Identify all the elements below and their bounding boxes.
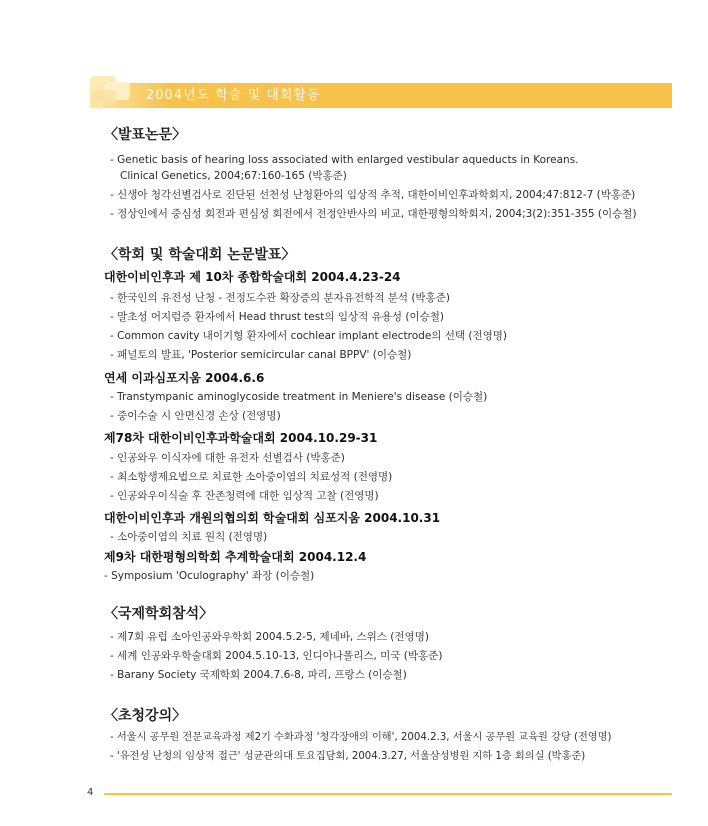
conference-heading: 연세 이과심포지움 2004.6.6 xyxy=(104,371,265,385)
header-title: 2004년도 학술 및 대회활동 xyxy=(146,88,321,103)
list-item: - 중이수술 시 안면신경 손상 (전영명) xyxy=(110,410,281,422)
conference-heading: 대한이비인후과 제 10차 종합학술대회 2004.4.23-24 xyxy=(104,270,401,284)
conference-heading: 제9차 대한평형의학회 추계학술대회 2004.12.4 xyxy=(104,550,367,564)
section-title-international-conferences: 〈국제학회참석〉 xyxy=(104,606,214,622)
list-item: - Symposium 'Oculography' 좌장 (이승철) xyxy=(104,570,315,582)
list-item: - 신생아 청각선별검사로 진단된 선천성 난청환아의 임상적 추적, 대한이비인후과학회지, 2004;47:812-7 (박홍준) xyxy=(110,189,636,201)
conference-heading: 대한이비인후과 개원의협의회 학술대회 심포지움 2004.10.31 xyxy=(104,511,441,525)
list-item: - 서울시 공무원 전문교육과정 제2기 수화과정 '청각장애의 이해', 2004.2.3, 서울시 공무원 교육원 강당 (전영명) xyxy=(110,732,612,743)
list-item: - 말초성 어지럼증 환자에서 Head thrust test의 임상적 유용성 (이승철) xyxy=(110,311,444,323)
list-item: - 인공와우이식술 후 잔존청력에 대한 임상적 고찰 (전영명) xyxy=(110,490,379,502)
conference-heading: 제78차 대한이비인후과학술대회 2004.10.29-31 xyxy=(104,431,378,445)
speech-bubble-decoration-icon xyxy=(88,72,140,112)
list-item: - Barany Society 국제학회 2004.7.6-8, 파리, 프랑스 (이승철) xyxy=(110,669,407,681)
list-item: - Transtympanic aminoglycoside treatment in Meniere's disease (이승철) xyxy=(110,391,488,403)
list-item: - 소아중이염의 치료 원칙 (전영명) xyxy=(110,531,268,543)
footer-rule xyxy=(104,793,672,795)
list-item: - 패널토의 발표, 'Posterior semicircular canal BPPV' (이승철) xyxy=(110,349,412,361)
list-item: - 최소항생제요법으로 치료한 소아중이염의 치료성적 (전영명) xyxy=(110,471,393,483)
list-item: - '유전성 난청의 임상적 접근' 성균관의대 토요집담회, 2004.3.27, 서울삼성병원 지하 1층 회의실 (박홍준) xyxy=(110,751,586,762)
list-item-continuation: Clinical Genetics, 2004;67:160-165 (박홍준) xyxy=(120,170,347,182)
page-number: 4 xyxy=(87,787,94,798)
list-item: - Genetic basis of hearing loss associated with enlarged vestibular aqueducts in Koreans. xyxy=(110,154,579,166)
section-title-conference-presentations: 〈학회 및 학술대회 논문발표〉 xyxy=(104,247,296,263)
list-item: - Common cavity 내이기형 환자에서 cochlear implant electrode의 선택 (전영명) xyxy=(110,330,508,342)
section-title-publications: 〈발표논문〉 xyxy=(104,127,187,143)
list-item: - 한국인의 유전성 난청 - 전정도수관 확장증의 분자유전학적 분석 (박홍준) xyxy=(110,292,450,304)
list-item: - 세계 인공와우학술대회 2004.5.10-13, 인디아나폴리스, 미국 (박홍준) xyxy=(110,650,443,662)
section-title-invited-lectures: 〈초청강의〉 xyxy=(104,708,187,724)
list-item: - 제7회 유럽 소아인공와우학회 2004.5.2-5, 제네바, 스위스 (전영명) xyxy=(110,631,429,643)
list-item: - 인공와우 이식자에 대한 유전자 선별검사 (박홍준) xyxy=(110,452,345,464)
list-item: - 정상인에서 중심성 회전과 편심성 회전에서 전정안반사의 비교, 대한평형의학회지, 2004;3(2):351-355 (이승철) xyxy=(110,208,637,220)
